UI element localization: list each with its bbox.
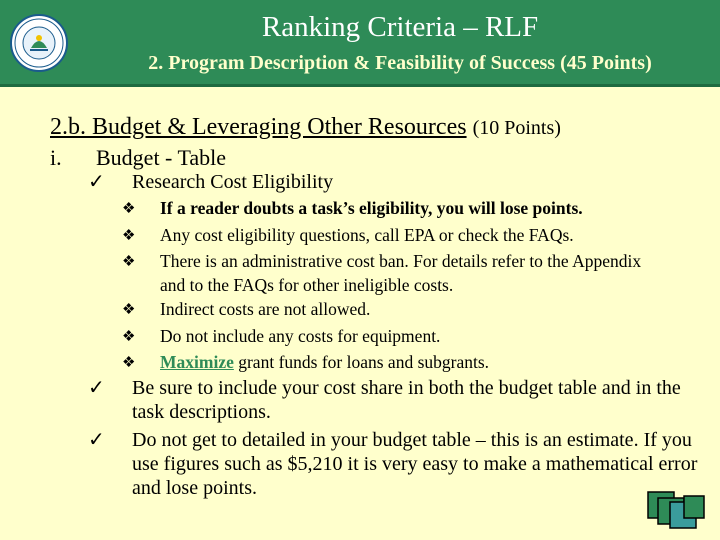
list-item: Indirect costs are not allowed.: [160, 299, 371, 319]
list-item-rest: grant funds for loans and subgrants.: [233, 352, 490, 372]
decorative-squares-icon: [640, 490, 710, 535]
cost-share-text: Be sure to include your cost share in both the budget table and in the task descriptions.: [132, 377, 681, 423]
list-item: If a reader doubts a task’s eligibility, you will lose points.: [160, 198, 583, 218]
diamond-bullet-icon: ❖: [122, 329, 136, 345]
diamond-bullet-icon: ❖: [122, 228, 136, 244]
research-cost-label: Research Cost Eligibility: [132, 171, 334, 193]
list-item: Do not include any costs for equipment.: [160, 326, 441, 346]
diamond-bullet-icon: ❖: [122, 302, 136, 318]
list-numeral: i.: [50, 145, 62, 170]
budget-table-label: Budget - Table: [96, 145, 227, 170]
epa-seal-icon: [10, 14, 68, 72]
slide-subtitle: 2. Program Description & Feasibility of Success (45 Points): [148, 52, 652, 74]
slide-title: Ranking Criteria – RLF: [261, 11, 539, 43]
check-icon: ✓: [88, 377, 105, 399]
check-icon: ✓: [88, 171, 105, 193]
maximize-link[interactable]: Maximize: [160, 352, 234, 372]
section-heading-text: 2.b. Budget & Leveraging Other Resources: [50, 114, 467, 140]
diamond-bullet-icon: ❖: [122, 201, 136, 217]
section-heading: [50, 113, 561, 142]
budget-table-heading: [50, 145, 226, 171]
list-item: Any cost eligibility questions, call EPA or check the FAQs.: [160, 225, 574, 245]
check-icon: ✓: [88, 429, 105, 451]
diamond-bullet-icon: ❖: [122, 355, 136, 371]
list-item: [160, 351, 700, 375]
header-rule: [0, 84, 720, 87]
section-points: (10 Points): [472, 117, 561, 139]
diamond-bullet-icon: ❖: [122, 254, 136, 270]
list-item: There is an administrative cost ban. For details refer to the Appendix and to the FAQs for other ineligible costs.: [160, 251, 642, 295]
detail-text: Do not get to detailed in your budget table – this is an estimate. If you use figures such as $5,210 it is very easy to make a mathematical error and lose points.: [132, 429, 698, 499]
